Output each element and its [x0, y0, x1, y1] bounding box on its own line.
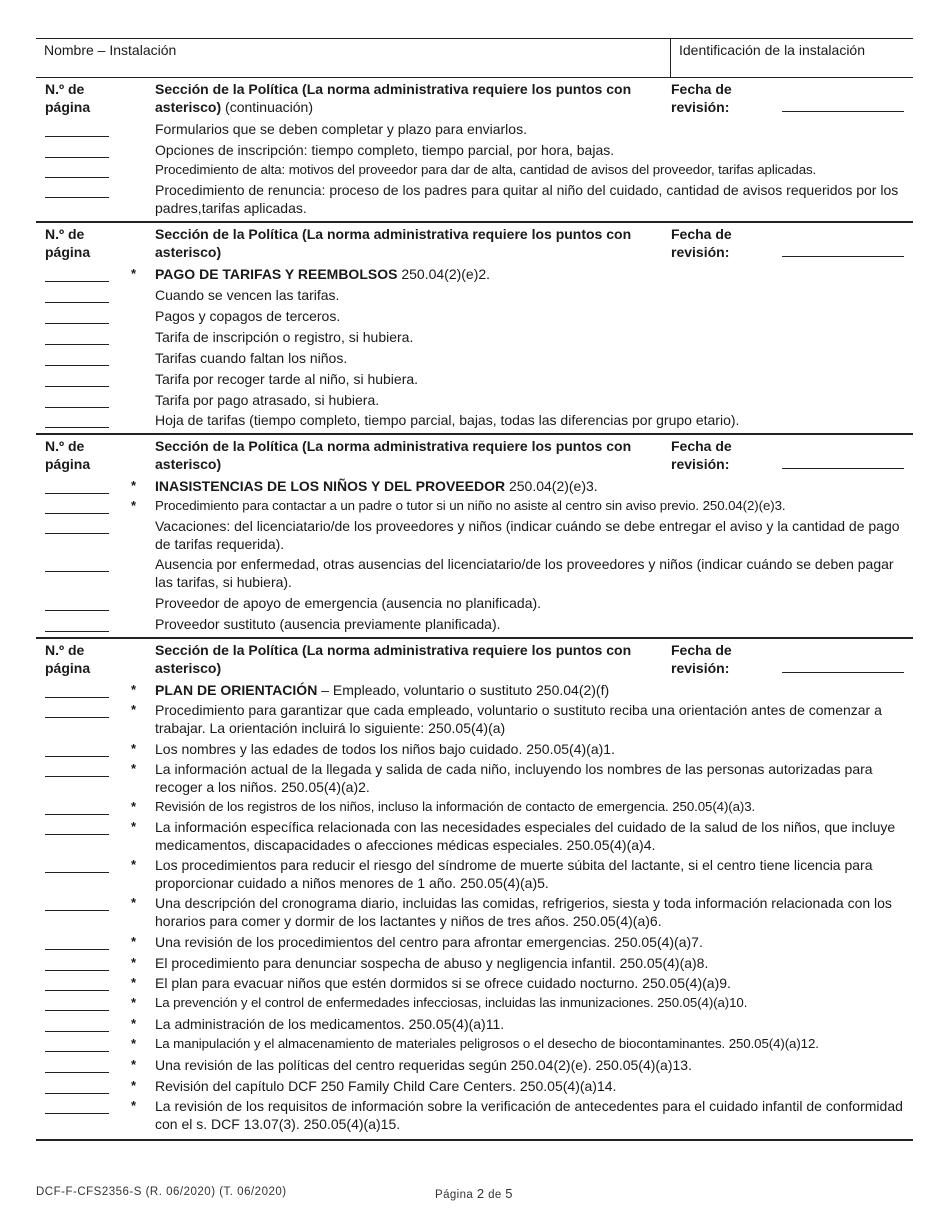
item-text: – Empleado, voluntario o sustituto 250.04(2)(f): [317, 682, 610, 698]
item-text: Proveedor sustituto (ausencia previamente planificada).: [155, 616, 501, 632]
page-number: Página 2 de 5: [435, 1186, 513, 1201]
item-text: Una revisión de las políticas del centro requeridas según 250.04(2)(e). 250.05(4)(a)13.: [155, 1057, 692, 1073]
page-number-field[interactable]: [45, 427, 109, 428]
page-number-field[interactable]: [45, 571, 109, 572]
policy-section: [36, 637, 913, 1137]
item-heading: INASISTENCIAS DE LOS NIÑOS Y DEL PROVEEDOR: [155, 478, 506, 494]
item-text: 250.04(2)(e)2.: [397, 266, 491, 282]
review-date-label: Fecha de revisión:: [671, 81, 732, 115]
page-number-field[interactable]: [45, 136, 109, 137]
review-date-field[interactable]: [782, 672, 904, 673]
page-number-label: N.º de página: [45, 438, 91, 472]
bottom-rule: [36, 1139, 913, 1141]
policy-item: [36, 1035, 913, 1053]
review-date-label: Fecha de revisión:: [671, 226, 732, 260]
item-text: Proveedor de apoyo de emergencia (ausencia no planificada).: [155, 595, 542, 611]
policy-item: [36, 286, 913, 304]
page-number-field[interactable]: [45, 872, 109, 873]
policy-item: [36, 740, 913, 758]
policy-item: [36, 954, 913, 972]
page-number-field[interactable]: [45, 834, 109, 835]
item-text: Los nombres y las edades de todos los niños bajo cuidado. 250.05(4)(a)1.: [155, 741, 615, 757]
item-text: Vacaciones: del licenciatario/de los proveedores y niños (indicar cuándo se debe entregar el aviso y la cantidad de pago de tarifas requerida).: [155, 518, 900, 552]
page-number-field[interactable]: [45, 1072, 109, 1073]
item-text: Formularios que se deben completar y plazo para enviarlos.: [155, 121, 527, 137]
page-number-field[interactable]: [45, 910, 109, 911]
page-number-field[interactable]: [45, 365, 109, 366]
item-text: Tarifa de inscripción o registro, si hubiera.: [155, 329, 414, 345]
item-text: Procedimiento para garantizar que cada empleado, voluntario o sustituto reciba una orientación antes de comenzar a trabajar. La orientación incluirá lo siguiente: 250.05(4)(a): [155, 702, 882, 736]
policy-item: [36, 760, 913, 796]
required-asterisk-icon: *: [131, 975, 137, 990]
page-number-label: N.º de página: [45, 226, 91, 260]
continuation-label: (continuación): [225, 99, 313, 115]
required-asterisk-icon: *: [131, 1078, 137, 1093]
item-text: La manipulación y el almacenamiento de materiales peligrosos o el desecho de biocontaminantes. 250.05(4)(a)12.: [155, 1036, 819, 1051]
facility-id-label: Identificación de la instalación: [679, 42, 866, 58]
item-text: Los procedimientos para reducir el riesgo del síndrome de muerte súbita del lactante, si el centro tiene licencia para proporcionar cuidado a niños menores de 1 año. 250.05(4)(a)5.: [155, 857, 873, 891]
policy-item: [36, 994, 913, 1012]
policy-item: [36, 701, 913, 737]
policy-item: [36, 856, 913, 892]
item-text: Tarifa por recoger tarde al niño, si hubiera.: [155, 371, 419, 387]
required-asterisk-icon: *: [131, 498, 136, 513]
section-title: Sección de la Política (La norma administrativa requiere los puntos con asterisco): [155, 438, 632, 472]
facility-header: [36, 38, 913, 78]
page-number-field[interactable]: [45, 344, 109, 345]
required-asterisk-icon: *: [131, 702, 137, 717]
required-asterisk-icon: *: [131, 682, 137, 697]
item-text: Tarifas cuando faltan los niños.: [155, 350, 348, 366]
policy-item: [36, 349, 913, 367]
item-text: Procedimiento de alta: motivos del proveedor para dar de alta, cantidad de avisos del proveedor, tarifas aplicadas.: [155, 162, 817, 177]
page-number-field[interactable]: [45, 197, 109, 198]
policy-item: [36, 120, 913, 138]
form-page: [36, 38, 913, 1141]
required-asterisk-icon: *: [131, 1016, 137, 1031]
page-number-field[interactable]: [45, 814, 109, 815]
review-date-field[interactable]: [782, 468, 904, 469]
required-asterisk-icon: *: [131, 857, 137, 872]
item-heading: PAGO DE TARIFAS Y REEMBOLSOS: [155, 266, 398, 282]
policy-item: [36, 370, 913, 388]
required-asterisk-icon: *: [131, 1036, 136, 1051]
page-number-field[interactable]: [45, 281, 109, 282]
policy-item: [36, 1077, 913, 1095]
policy-item: [36, 161, 913, 179]
policy-item: [36, 974, 913, 992]
review-date-field[interactable]: [782, 256, 904, 257]
review-date-label: Fecha de revisión:: [671, 642, 732, 676]
page-number-field[interactable]: [45, 157, 109, 158]
section-header: [36, 641, 913, 681]
page-number-label: N.º de página: [45, 81, 91, 115]
policy-item: [36, 307, 913, 325]
page-number-field[interactable]: [45, 177, 109, 178]
page-number-field[interactable]: [45, 323, 109, 324]
item-text: Procedimiento para contactar a un padre o tutor si un niño no asiste al centro sin aviso previo. 250.04(2)(e)3.: [155, 498, 786, 513]
required-asterisk-icon: *: [131, 761, 137, 776]
item-text: Procedimiento de renuncia: proceso de los padres para quitar al niño del cuidado, cantidad de avisos requeridos por los padres,tarifas aplicadas.: [155, 182, 899, 216]
item-text: La administración de los medicamentos. 250.05(4)(a)11.: [155, 1016, 505, 1032]
section-title: Sección de la Política (La norma administrativa requiere los puntos con asterisco): [155, 642, 632, 676]
section-title: Sección de la Política (La norma administrativa requiere los puntos con asterisco) (continuación): [155, 81, 632, 115]
item-text: Revisión de los registros de los niños, incluso la información de contacto de emergencia. 250.05(4)(a)3.: [155, 799, 756, 814]
policy-item: [36, 477, 913, 495]
item-text: Hoja de tarifas (tiempo completo, tiempo parcial, bajas, todas las diferencias por grupo etario).: [155, 412, 740, 428]
required-asterisk-icon: *: [131, 895, 137, 910]
page-number-label: N.º de página: [45, 642, 91, 676]
page-number-field[interactable]: [45, 717, 109, 718]
page-number-field[interactable]: [45, 631, 109, 632]
item-text: La prevención y el control de enfermedades infecciosas, incluidas las inmunizaciones. 250.05(4)(a)10.: [155, 995, 748, 1010]
item-text: La información específica relacionada con las necesidades especiales del cuidado de la salud de los niños, que incluye medicamentos, discapacidades o afecciones médicas especiales. 250.05(4)(a)4.: [155, 819, 896, 853]
required-asterisk-icon: *: [131, 819, 137, 834]
item-text: Opciones de inscripción: tiempo completo, tiempo parcial, por hora, bajas.: [155, 142, 615, 158]
item-text: Tarifa por pago atrasado, si hubiera.: [155, 392, 380, 408]
page-number-field[interactable]: [45, 990, 109, 991]
required-asterisk-icon: *: [131, 995, 136, 1010]
required-asterisk-icon: *: [131, 1057, 137, 1072]
policy-item: [36, 181, 913, 217]
policy-item: [36, 818, 913, 854]
page-number-field[interactable]: [45, 407, 109, 408]
page-number-field[interactable]: [45, 697, 109, 698]
page-number-field[interactable]: [45, 776, 109, 777]
item-text: El plan para evacuar niños que estén dormidos si se ofrece cuidado nocturno. 250.05(4)(a)9.: [155, 975, 731, 991]
item-text: Una revisión de los procedimientos del centro para afrontar emergencias. 250.05(4)(a)7.: [155, 934, 703, 950]
policy-section: [36, 433, 913, 637]
policy-item: [36, 1056, 913, 1074]
facility-name-label: Nombre – Instalación: [44, 42, 177, 58]
page-number-field[interactable]: [45, 1010, 109, 1011]
required-asterisk-icon: *: [131, 266, 137, 281]
item-text: Cuando se vencen las tarifas.: [155, 287, 340, 303]
policy-item: [36, 798, 913, 816]
page-number-field[interactable]: [45, 1093, 109, 1094]
item-heading: PLAN DE ORIENTACIÓN: [155, 682, 318, 698]
section-header: [36, 80, 913, 120]
item-text: 250.04(2)(e)3.: [505, 478, 598, 494]
facility-id-field[interactable]: [671, 39, 913, 77]
policy-item: [36, 894, 913, 930]
policy-item: [36, 497, 913, 515]
page-number-field[interactable]: [45, 513, 109, 514]
item-text: Pagos y copagos de terceros.: [155, 308, 341, 324]
page-number-field[interactable]: [45, 970, 109, 971]
policy-item: [36, 265, 913, 283]
page-number-field[interactable]: [45, 386, 109, 387]
page-number-field[interactable]: [45, 949, 109, 950]
page-number-field[interactable]: [45, 756, 109, 757]
required-asterisk-icon: *: [131, 934, 137, 949]
review-date-label: Fecha de revisión:: [671, 438, 732, 472]
required-asterisk-icon: *: [131, 1098, 137, 1113]
policy-section: [36, 78, 913, 221]
policy-item: [36, 1015, 913, 1033]
policy-item: [36, 141, 913, 159]
policy-item: [36, 555, 913, 591]
policy-item: [36, 933, 913, 951]
form-id: DCF-F-CFS2356-S (R. 06/2020) (T. 06/2020): [36, 1186, 287, 1198]
required-asterisk-icon: *: [131, 741, 137, 756]
section-title: Sección de la Política (La norma administrativa requiere los puntos con asterisco): [155, 226, 632, 260]
section-header: [36, 437, 913, 477]
page-number-field[interactable]: [45, 1031, 109, 1032]
page-number-field[interactable]: [45, 610, 109, 611]
page-number-field[interactable]: [45, 493, 109, 494]
required-asterisk-icon: *: [131, 799, 136, 814]
required-asterisk-icon: *: [131, 478, 137, 493]
item-text: Revisión del capítulo DCF 250 Family Child Care Centers. 250.05(4)(a)14.: [155, 1078, 617, 1094]
policy-sections: [36, 78, 913, 1137]
required-asterisk-icon: *: [131, 955, 137, 970]
policy-item: [36, 594, 913, 612]
item-text: La información actual de la llegada y salida de cada niño, incluyendo los nombres de las personas autorizadas para recoger a los niños. 250.05(4)(a)2.: [155, 761, 873, 795]
item-text: El procedimiento para denunciar sospecha de abuso y negligencia infantil. 250.05(4)(a)8.: [155, 955, 709, 971]
policy-item: [36, 681, 913, 699]
page-number-field[interactable]: [45, 302, 109, 303]
policy-item: [36, 615, 913, 633]
item-text: Ausencia por enfermedad, otras ausencias del licenciatario/de los proveedores y niños (indicar cuándo se deben pagar las tarifas, si hubiera).: [155, 556, 894, 590]
item-text: Una descripción del cronograma diario, incluidas las comidas, refrigerios, siesta y toda información relacionada con los horarios para comer y dormir de los lactantes y niños de tres años. 250.05(4)(a)6.: [155, 895, 892, 929]
page-number-field[interactable]: [45, 1113, 109, 1114]
policy-section: [36, 221, 913, 433]
page-number-field[interactable]: [45, 533, 109, 534]
review-date-field[interactable]: [782, 111, 904, 112]
policy-item: [36, 1097, 913, 1133]
policy-item: [36, 328, 913, 346]
policy-item: [36, 391, 913, 409]
item-text: La revisión de los requisitos de información sobre la verificación de antecedentes para el cuidado infantil de conformidad con el s. DCF 13.07(3). 250.05(4)(a)15.: [155, 1098, 903, 1132]
facility-name-field[interactable]: [36, 39, 671, 77]
section-header: [36, 225, 913, 265]
policy-item: [36, 517, 913, 553]
page-number-field[interactable]: [45, 1051, 109, 1052]
policy-item: [36, 411, 913, 429]
